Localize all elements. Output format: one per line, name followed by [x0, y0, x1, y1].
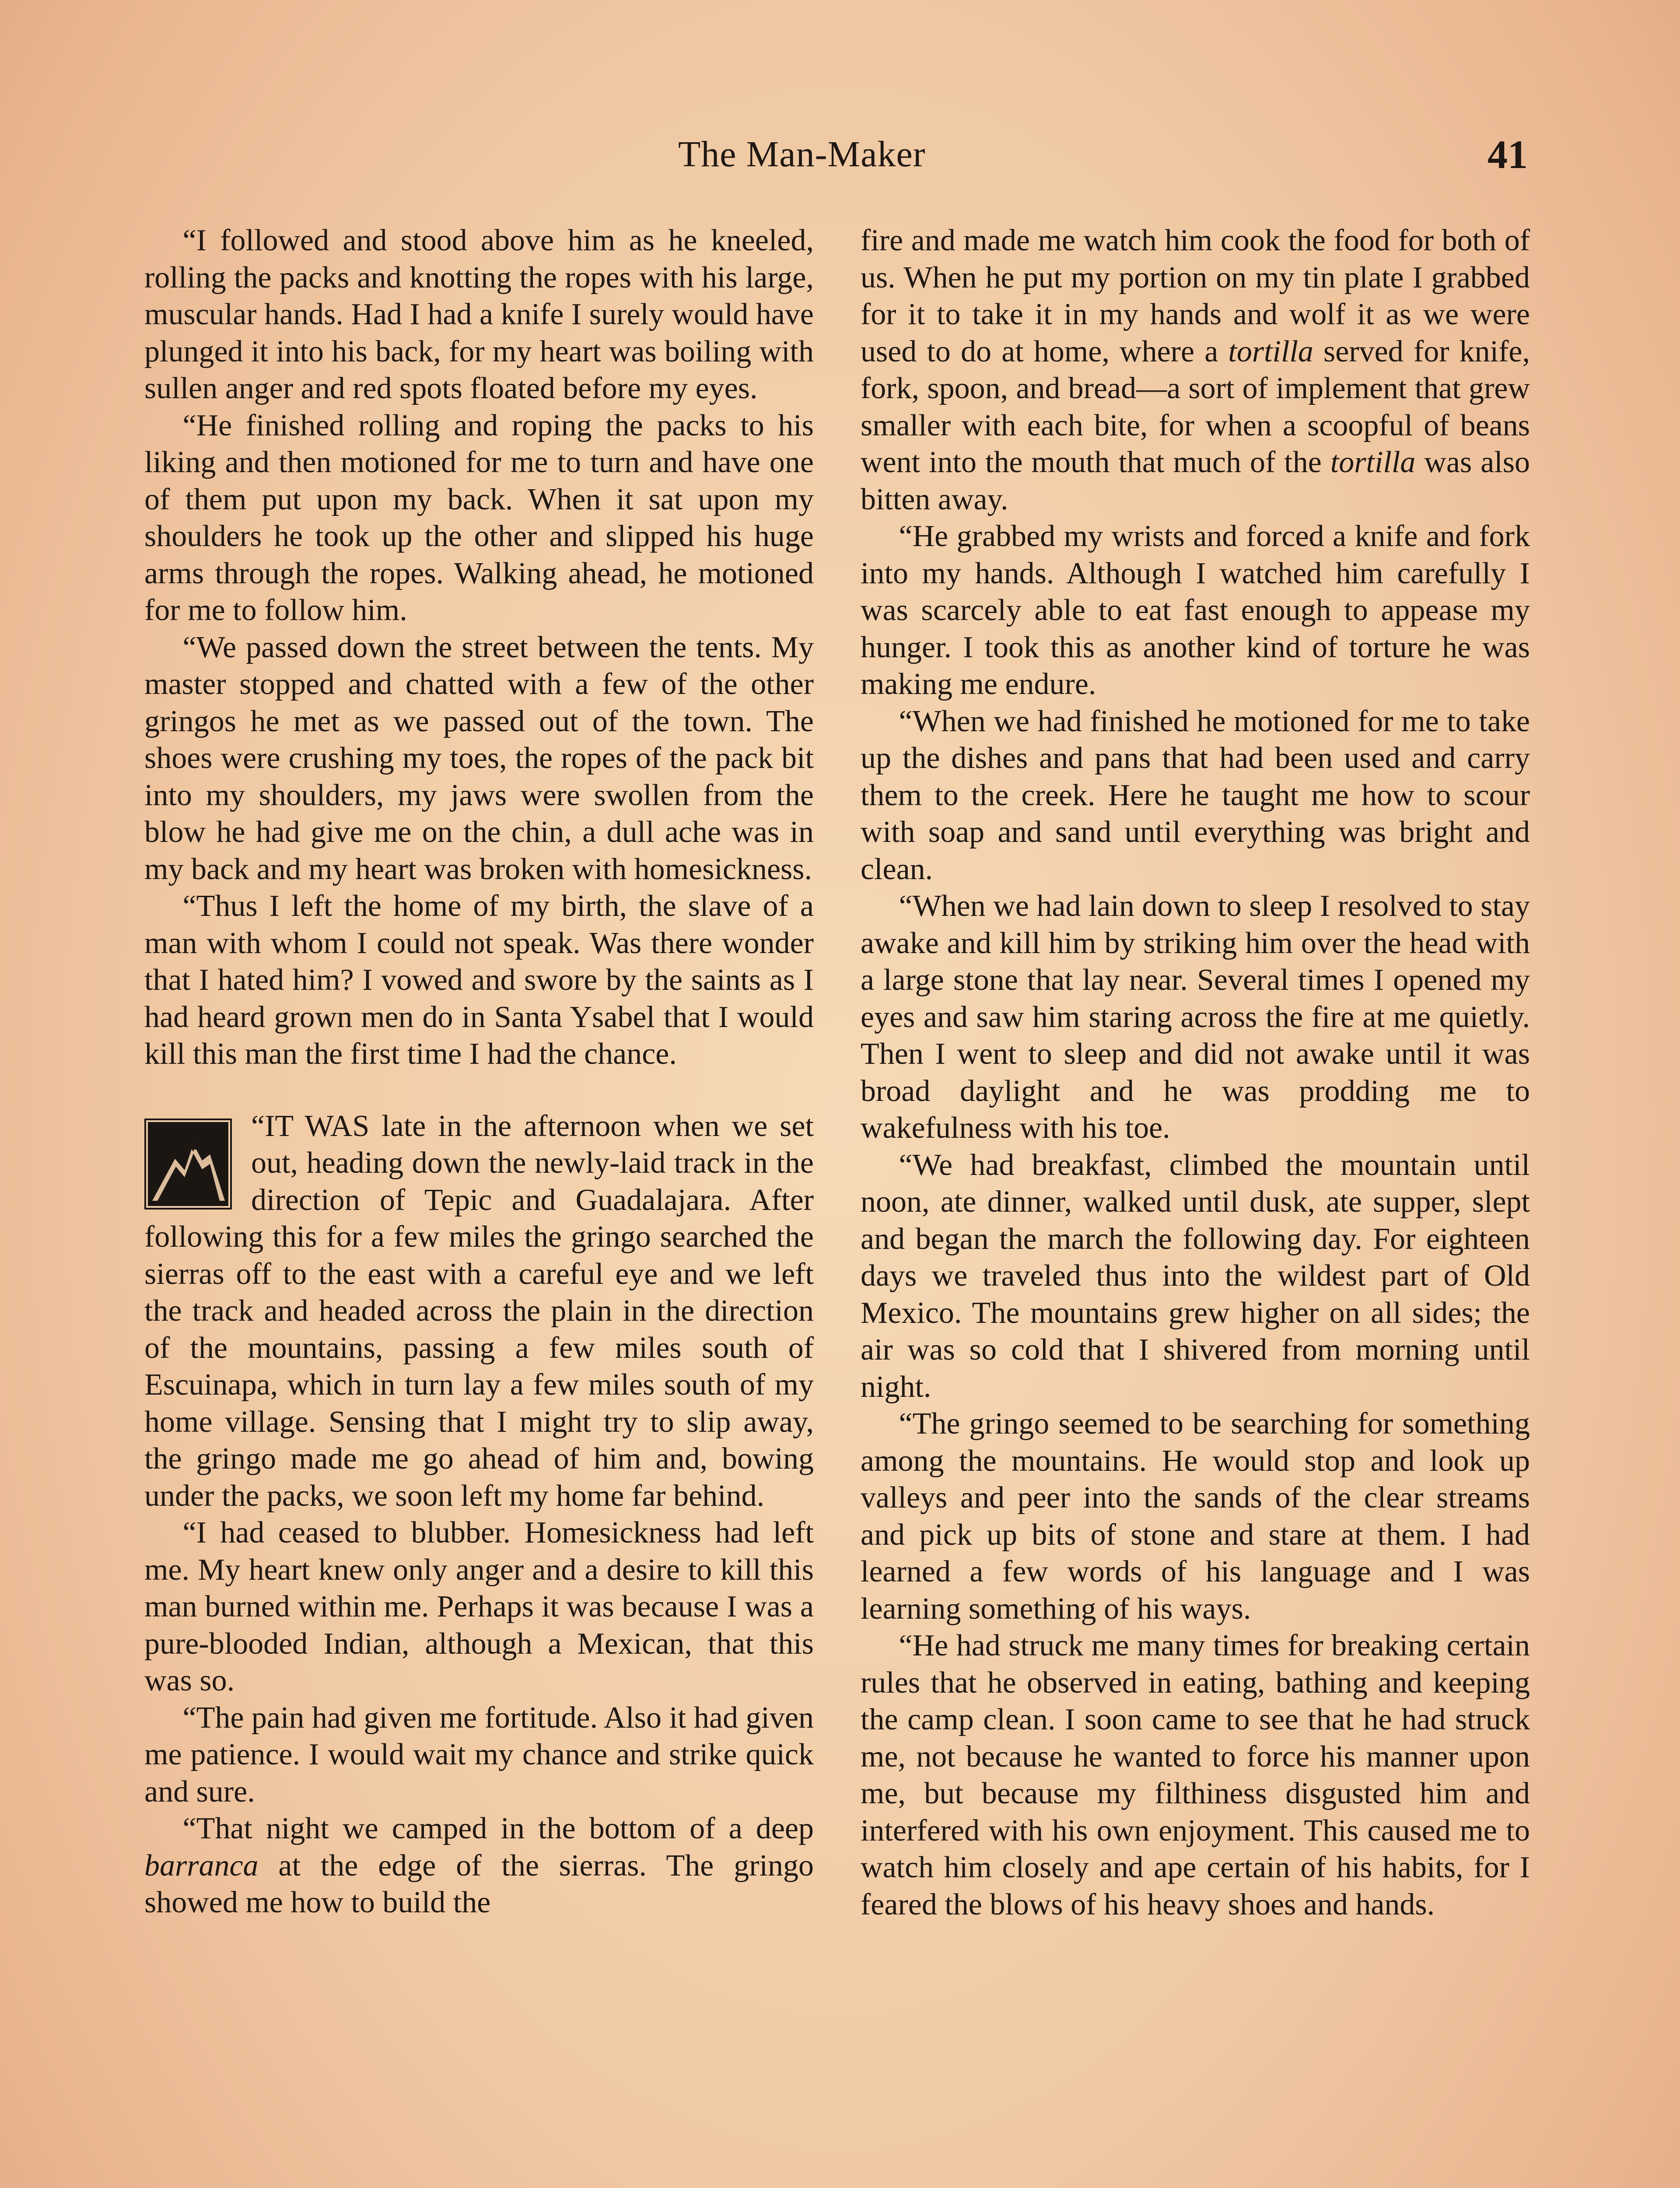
paragraph: “When we had lain down to sleep I resolved to stay awake and kill him by striking him over the head with a large stone that lay near. Several times I opened my eyes and saw him staring across the fire at me quietly. Then I went to sleep and did not awake until it was broad daylight and he was prodding me to wakefulness with his toe.: [861, 889, 1530, 1145]
paragraph: “I followed and stood above him as he kneeled, rolling the packs and knotting the ropes with his large, muscular hands. Had I had a knife I surely would have plunged it into his back, for my heart was boiling with sullen anger and red spots floated before my eyes.: [144, 224, 814, 405]
running-head: The Man-Maker: [678, 134, 926, 175]
paragraph: “He grabbed my wrists and forced a knife and fork into my hands. Although I watched him carefully I was scarcely able to eat fast enough to appease my hunger. I took this as another kind of torture he was making me endure.: [861, 519, 1530, 701]
paragraph: “We had breakfast, climbed the mountain until noon, ate dinner, walked until dusk, ate supper, slept and began the march the following day. For eighteen days we traveled thus into the wildest part of Old Mexico. The mountains grew higher on all sides; the air was so cold that I shivered from morning until night.: [861, 1148, 1530, 1404]
paragraph: “He finished rolling and roping the packs to his liking and then motioned for me to turn and have one of them put upon my back. When it sat upon my shoulders he took up the other and slipped his huge arms through the ropes. Walking ahead, he motioned for me to follow him.: [144, 408, 814, 627]
paragraph: “The pain had given me fortitude. Also it had given me patience. I would wait my chance and strike quick and sure.: [144, 1701, 814, 1809]
paragraph-text: “IT WAS late in the afternoon when we set out, heading down the newly-laid track in the direction of Tepic and Guadalajara. After following this for a few miles the gringo searched the sierras off to the east with a careful eye and we left the track and headed across the plain in the direction of the mountains, passing a few miles south of Escuinapa, which in turn lay a few miles south of my home village. Sensing that I might try to slip away, the gringo made me go ahead of him and, bowing under the packs, we soon left my home far behind.: [144, 1109, 814, 1513]
paragraph: “That night we camped in the bottom of a deep barranca at the edge of the sierras. The gringo showed me how to build the: [144, 1812, 814, 1919]
paragraph: “I had ceased to blubber. Homesickness had left me. My heart knew only anger and a desire to kill this man burned within me. Perhaps it was because I was a pure-blooded Indian, although a Mexican, that this was so.: [144, 1516, 814, 1697]
left-column: [144, 222, 814, 1922]
italic-word: tortilla: [1228, 334, 1313, 368]
italic-word: tortilla: [1330, 445, 1416, 479]
paragraph: “The gringo seemed to be searching for something among the mountains. He would stop and look up valleys and peer into the sands of the clear streams and pick up bits of stone and stare at them. I had learned a few words of his language and I was learning something of his ways.: [861, 1407, 1530, 1626]
section-start-paragraph: [144, 1108, 814, 1515]
paragraph: “When we had finished he motioned for me to take up the dishes and pans that had been used and carry them to the creek. Here he taught me how to scour with soap and sand until everything was bright and clean.: [861, 704, 1530, 886]
italic-word: barranca: [144, 1848, 259, 1883]
paragraph: “Thus I left the home of my birth, the slave of a man with whom I could not speak. Was there wonder that I hated him? I vowed and swore by the saints as I had heard grown men do in Santa Ysabel that I would kill this man the first time I had the chance.: [144, 889, 814, 1071]
right-column: [861, 222, 1530, 1923]
paragraph: “We passed down the street between the tents. My master stopped and chatted with a few of the other gringos he met as we passed out of the town. The shoes were crushing my toes, the ropes of the pack bit into my shoulders, my jaws were swollen from the blow he had give me on the chin, a dull ache was in my back and my heart was broken with homesickness.: [144, 630, 814, 886]
mountain-peak-icon: [144, 1119, 232, 1210]
page-number: 41: [1488, 132, 1528, 177]
paragraph-continued: fire and made me watch him cook the food for both of us. When he put my portion on my tin plate I grabbed for it to take it in my hands and wolf it as we were used to do at home, where a tortilla served for knife, fork, spoon, and bread—a sort of implement that grew smaller with each bite, for when a scoopful of beans went into the mouth that much of the tortilla was also bitten away.: [861, 224, 1530, 516]
paragraph: “He had struck me many times for breaking certain rules that he observed in eating, bathing and keeping the camp clean. I soon came to see that he had struck me, not because he wanted to force his manner upon me, but because my filthiness disgusted him and interfered with his own enjoyment. This caused me to watch him closely and ape certain of his habits, for I feared the blows of his heavy shoes and hands.: [861, 1629, 1530, 1922]
